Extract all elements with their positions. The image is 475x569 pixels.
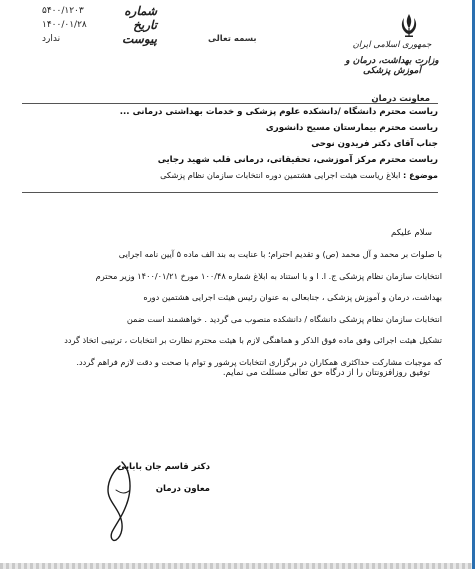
deputy-header: معاونت درمان — [371, 94, 430, 104]
letter-meta — [42, 4, 157, 46]
letter-body — [27, 244, 442, 373]
greeting: سلام علیکم — [391, 228, 432, 238]
body-line: با صلوات بر محمد و آل محمد (ص) و تقدیم احترام؛ با عنایت به بند الف ماده ۵ آیین نامه اجرایی — [118, 249, 442, 259]
recipient-line: ریاست محترم دانشگاه /دانشکده علوم پزشکی و خدمات بهداشتی درمانی ... — [119, 107, 438, 117]
bismillah-heading: بسمه تعالی — [208, 34, 257, 44]
attachment-label: پیوست — [122, 32, 157, 46]
subject-divider — [22, 192, 438, 193]
iran-emblem-icon — [398, 12, 420, 38]
date-value: ۱۴۰۰/۰۱/۲۸ — [42, 20, 87, 30]
subject-line — [38, 168, 438, 183]
date-row — [42, 18, 157, 32]
subject-text: ابلاغ ریاست هیئت اجرایی هشتمین دوره انتخابات سازمان نظام پزشکی — [160, 170, 401, 180]
recipient-line: ریاست محترم بیمارستان مسیح دانشوری — [265, 123, 438, 133]
ministry-name: وزارت بهداشت، درمان و آموزش پزشکی — [345, 56, 439, 76]
subject-label: موضوع : — [403, 170, 438, 180]
attachment-value: ندارد — [42, 34, 61, 44]
signature-mark — [102, 460, 138, 544]
recipient-line: ریاست محترم مرکز آموزشی، تحقیقاتی، درمانی قلب شهید رجایی — [157, 155, 438, 165]
body-line: انتخابات سازمان نظام پزشکی دانشگاه / دانشکده منصوب می گردید . خواهشمند است ضمن — [126, 313, 442, 324]
closing-line: توفیق روزافزونتان را از درگاه حق تعالی مسئلت می نمایم. — [222, 368, 430, 378]
recipient-line: جناب آقای دکتر فریدون نوحی — [311, 139, 438, 149]
number-value: ۵۴۰۰/۱۲۰۳ — [42, 6, 84, 16]
signer-name: دکتر قاسم جان بابایی — [117, 462, 210, 472]
recipients-block — [38, 104, 438, 183]
body-line: تشکیل هیئت اجرائی وفق ماده فوق الذکر و هماهنگی لازم با هیئت محترم نظارت بر انتخابات ، ترتیبی اتخاذ گردد — [64, 335, 442, 345]
body-line: که موجبات مشارکت حداکثری همکاران در برگزاری انتخابات پرشور و توام با صحت و دقت لازم فراهم گردد. — [76, 356, 442, 367]
number-label: شماره — [124, 4, 157, 18]
date-label: تاریخ — [133, 18, 157, 32]
number-row — [42, 4, 157, 18]
body-line: انتخابات سازمان نظام پزشکی ج. ا. ا و با استناد به ابلاغ شماره ۱۰۰/۴۸ مورخ ۱۴۰۰/۰۱/۲۱ وزیر محترم — [95, 270, 442, 281]
republic-name: جمهوری اسلامی ایران — [352, 40, 432, 50]
signer-title: معاون درمان — [155, 484, 210, 494]
ministry-block — [332, 40, 452, 76]
bottom-edge — [0, 563, 475, 569]
attachment-row — [42, 32, 157, 46]
body-line: بهداشت، درمان و آموزش پزشکی ، جنابعالی به عنوان رئیس هیئت اجرایی هشتمین دوره — [143, 292, 442, 302]
